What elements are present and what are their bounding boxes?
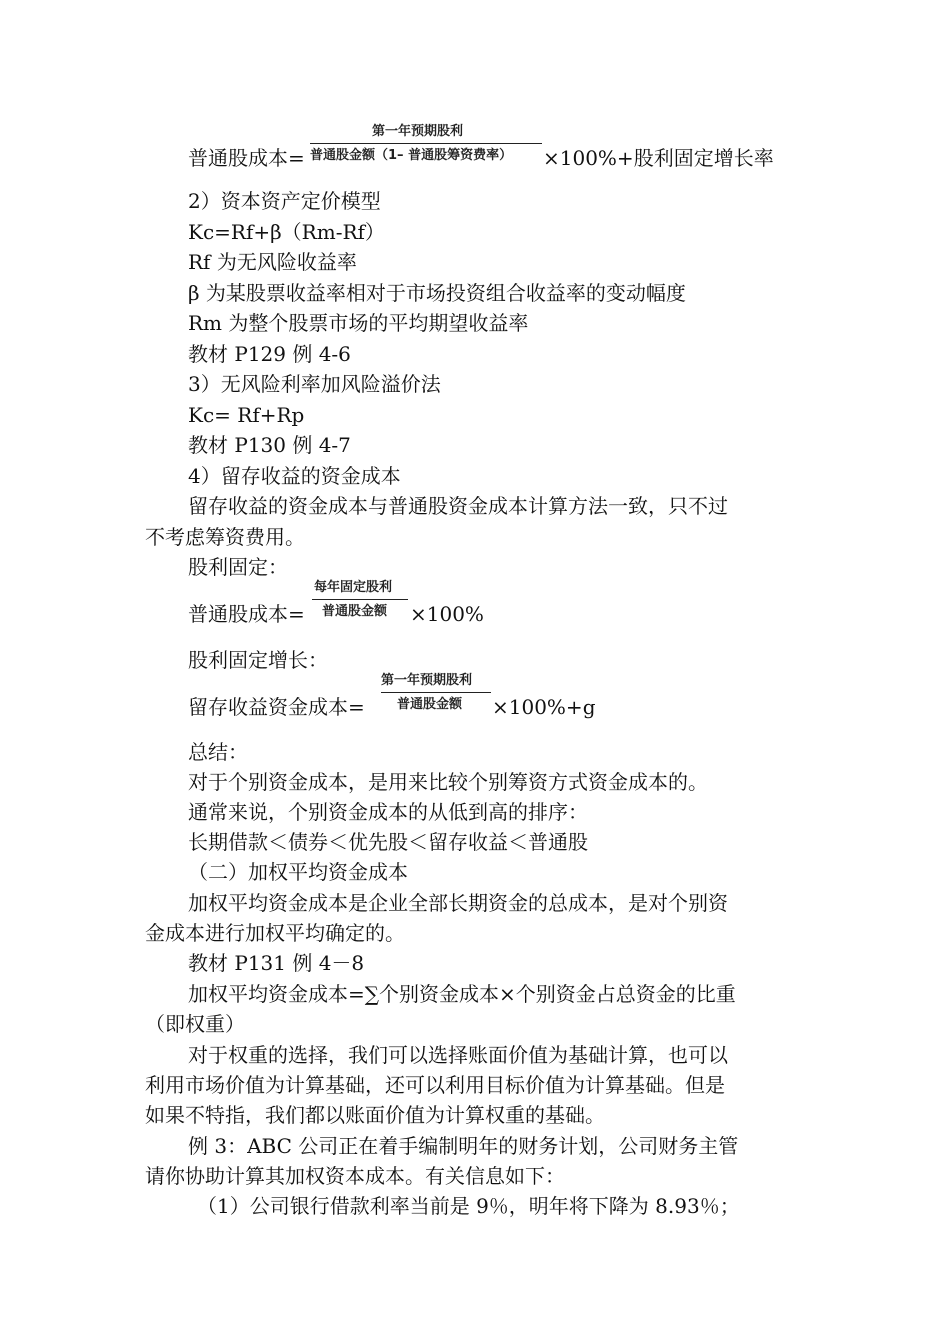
paragraph-line: 如果不特指，我们都以账面价值为计算权重的基础。 [145,1103,605,1127]
fraction-bar [310,143,542,144]
formula-denominator: 普通股金额 [397,697,463,712]
text-line: Kc= Rf+Rp [188,403,305,427]
formula-prefix: 普通股成本= [188,602,305,626]
formula-retained-earnings [188,673,608,723]
paragraph-line: 请你协助计算其加权资本成本。有关信息如下： [145,1164,565,1188]
fraction-bar [312,599,408,600]
paragraph-line: 不考虑筹资费用。 [145,525,305,549]
text-line: 通常来说，个别资金成本的从低到高的排序： [188,800,588,824]
text-line: 总结： [188,740,248,764]
formula-numerator: 第一年预期股利 [372,124,464,139]
paragraph-line: 加权平均资金成本是企业全部长期资金的总成本，是对个别资 [188,891,728,915]
text-line: 2）资本资产定价模型 [188,189,381,213]
paragraph-line: 留存收益的资金成本与普通股资金成本计算方法一致，只不过 [188,494,728,518]
text-line: Rf 为无风险收益率 [188,250,357,274]
text-line: 对于个别资金成本，是用来比较个别筹资方式资金成本的。 [188,770,708,794]
paragraph-line: 利用市场价值为计算基础，还可以利用目标价值为计算基础。但是 [145,1073,725,1097]
formula-prefix: 留存收益资金成本= [188,695,365,719]
text-line: 教材 P129 例 4-6 [188,342,351,366]
formula-numerator: 每年固定股利 [314,580,393,595]
formula-suffix: ×100%+股利固定增长率 [543,146,774,170]
formula-numerator: 第一年预期股利 [381,673,473,688]
text-line: 股利固定： [188,555,288,579]
formula-suffix: ×100%+g [492,695,596,719]
text-line: 长期借款＜债券＜优先股＜留存收益＜普通股 [188,830,588,854]
paragraph-line: 对于权重的选择，我们可以选择账面价值为基础计算，也可以 [188,1043,728,1067]
text-line: Rm 为整个股票市场的平均期望收益率 [188,311,529,335]
text-line: 教材 P131 例 4－8 [188,951,365,975]
paragraph-line: 加权平均资金成本=∑个别资金成本×个别资金占总资金的比重 [188,982,736,1006]
paragraph-line: 例 3：ABC 公司正在着手编制明年的财务计划，公司财务主管 [188,1134,739,1158]
text-line: β 为某股票收益率相对于市场投资组合收益率的变动幅度 [188,281,686,305]
fraction-bar [381,692,491,693]
text-line: 教材 P130 例 4-7 [188,433,351,457]
formula-suffix: ×100% [410,602,484,626]
text-line: 股利固定增长： [188,648,328,672]
text-line: 3）无风险利率加风险溢价法 [188,372,441,396]
paragraph-line: 金成本进行加权平均确定的。 [145,921,405,945]
formula-prefix: 普通股成本= [188,146,305,170]
formula-common-stock-cost [188,124,808,174]
section-heading: （二）加权平均资金成本 [188,860,408,884]
formula-denominator: 普通股金额 [322,604,388,619]
formula-denominator: 普通股金额（1– 普通股筹资费率） [310,148,513,163]
text-line: 4）留存收益的资金成本 [188,464,401,488]
paragraph-line: （即权重） [145,1012,245,1036]
text-line: Kc=Rf+β（Rm-Rf） [188,220,385,244]
formula-fixed-dividend [188,580,508,630]
list-item: （1）公司银行借款利率当前是 9％，明年将下降为 8.93％； [197,1194,740,1218]
